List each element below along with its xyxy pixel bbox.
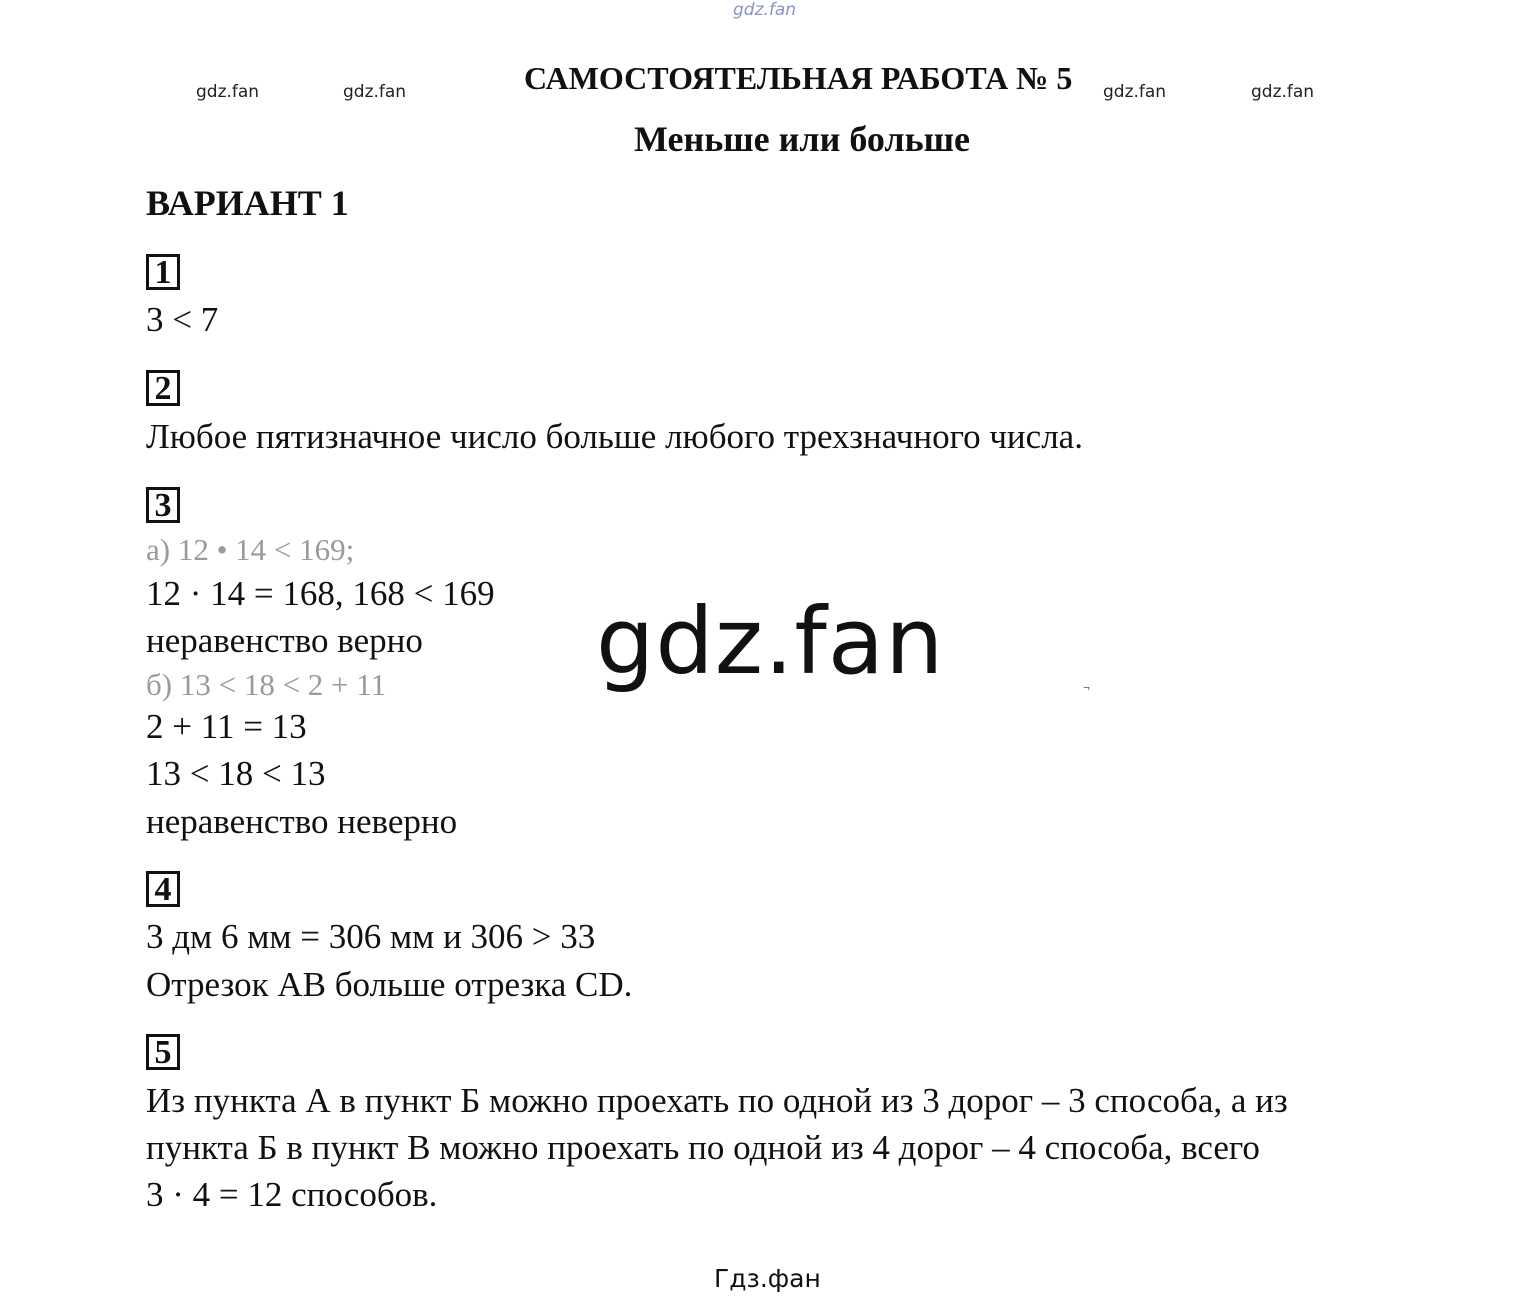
page-subtitle: Меньше или больше [634,119,970,159]
task-2-line-1: Любое пятизначное число больше любого трехзначного числа. [146,417,1083,456]
watermark-top: gdz.fan [733,0,797,20]
watermark-row-2: gdz.fan [343,82,407,102]
task-3-line-7: неравенство неверно [146,802,458,841]
stray-mark: ¬ [1083,680,1090,694]
task-5-line-2: пункта Б в пункт В можно проехать по одной из 4 дорог – 4 способа, всего [146,1128,1260,1167]
task-1-line-1: 3 < 7 [146,300,219,339]
task-4-line-2: Отрезок АВ больше отрезка CD. [146,965,633,1004]
task-5-number: 5 [146,1034,180,1070]
task-1-number: 1 [146,254,180,290]
watermark-row-3: gdz.fan [1103,82,1167,102]
task-3-line-3: неравенство верно [146,621,423,660]
variant-heading: ВАРИАНТ 1 [146,183,349,223]
watermark-bottom: Гдз.фан [714,1264,821,1293]
task-3-line-4: б) 13 < 18 < 2 + 11 [146,667,387,702]
task-5-line-3: 3 · 4 = 12 способов. [146,1175,438,1214]
watermark-row-4: gdz.fan [1251,82,1315,102]
task-3-line-1: а) 12 • 14 < 169; [146,532,355,567]
watermark-row-1: gdz.fan [196,82,260,102]
task-2-number: 2 [146,370,180,406]
task-3-line-5: 2 + 11 = 13 [146,707,307,746]
task-3-number: 3 [146,487,180,523]
task-4-number: 4 [146,871,180,907]
task-4-line-1: 3 дм 6 мм = 306 мм и 306 > 33 [146,917,596,956]
watermark-center: gdz.fan [596,588,945,695]
task-3-line-6: 13 < 18 < 13 [146,754,326,793]
page-title: САМОСТОЯТЕЛЬНАЯ РАБОТА № 5 [524,60,1073,96]
task-5-line-1: Из пункта А в пункт Б можно проехать по одной из 3 дорог – 3 способа, а из [146,1081,1288,1120]
task-3-line-2: 12 · 14 = 168, 168 < 169 [146,574,495,613]
